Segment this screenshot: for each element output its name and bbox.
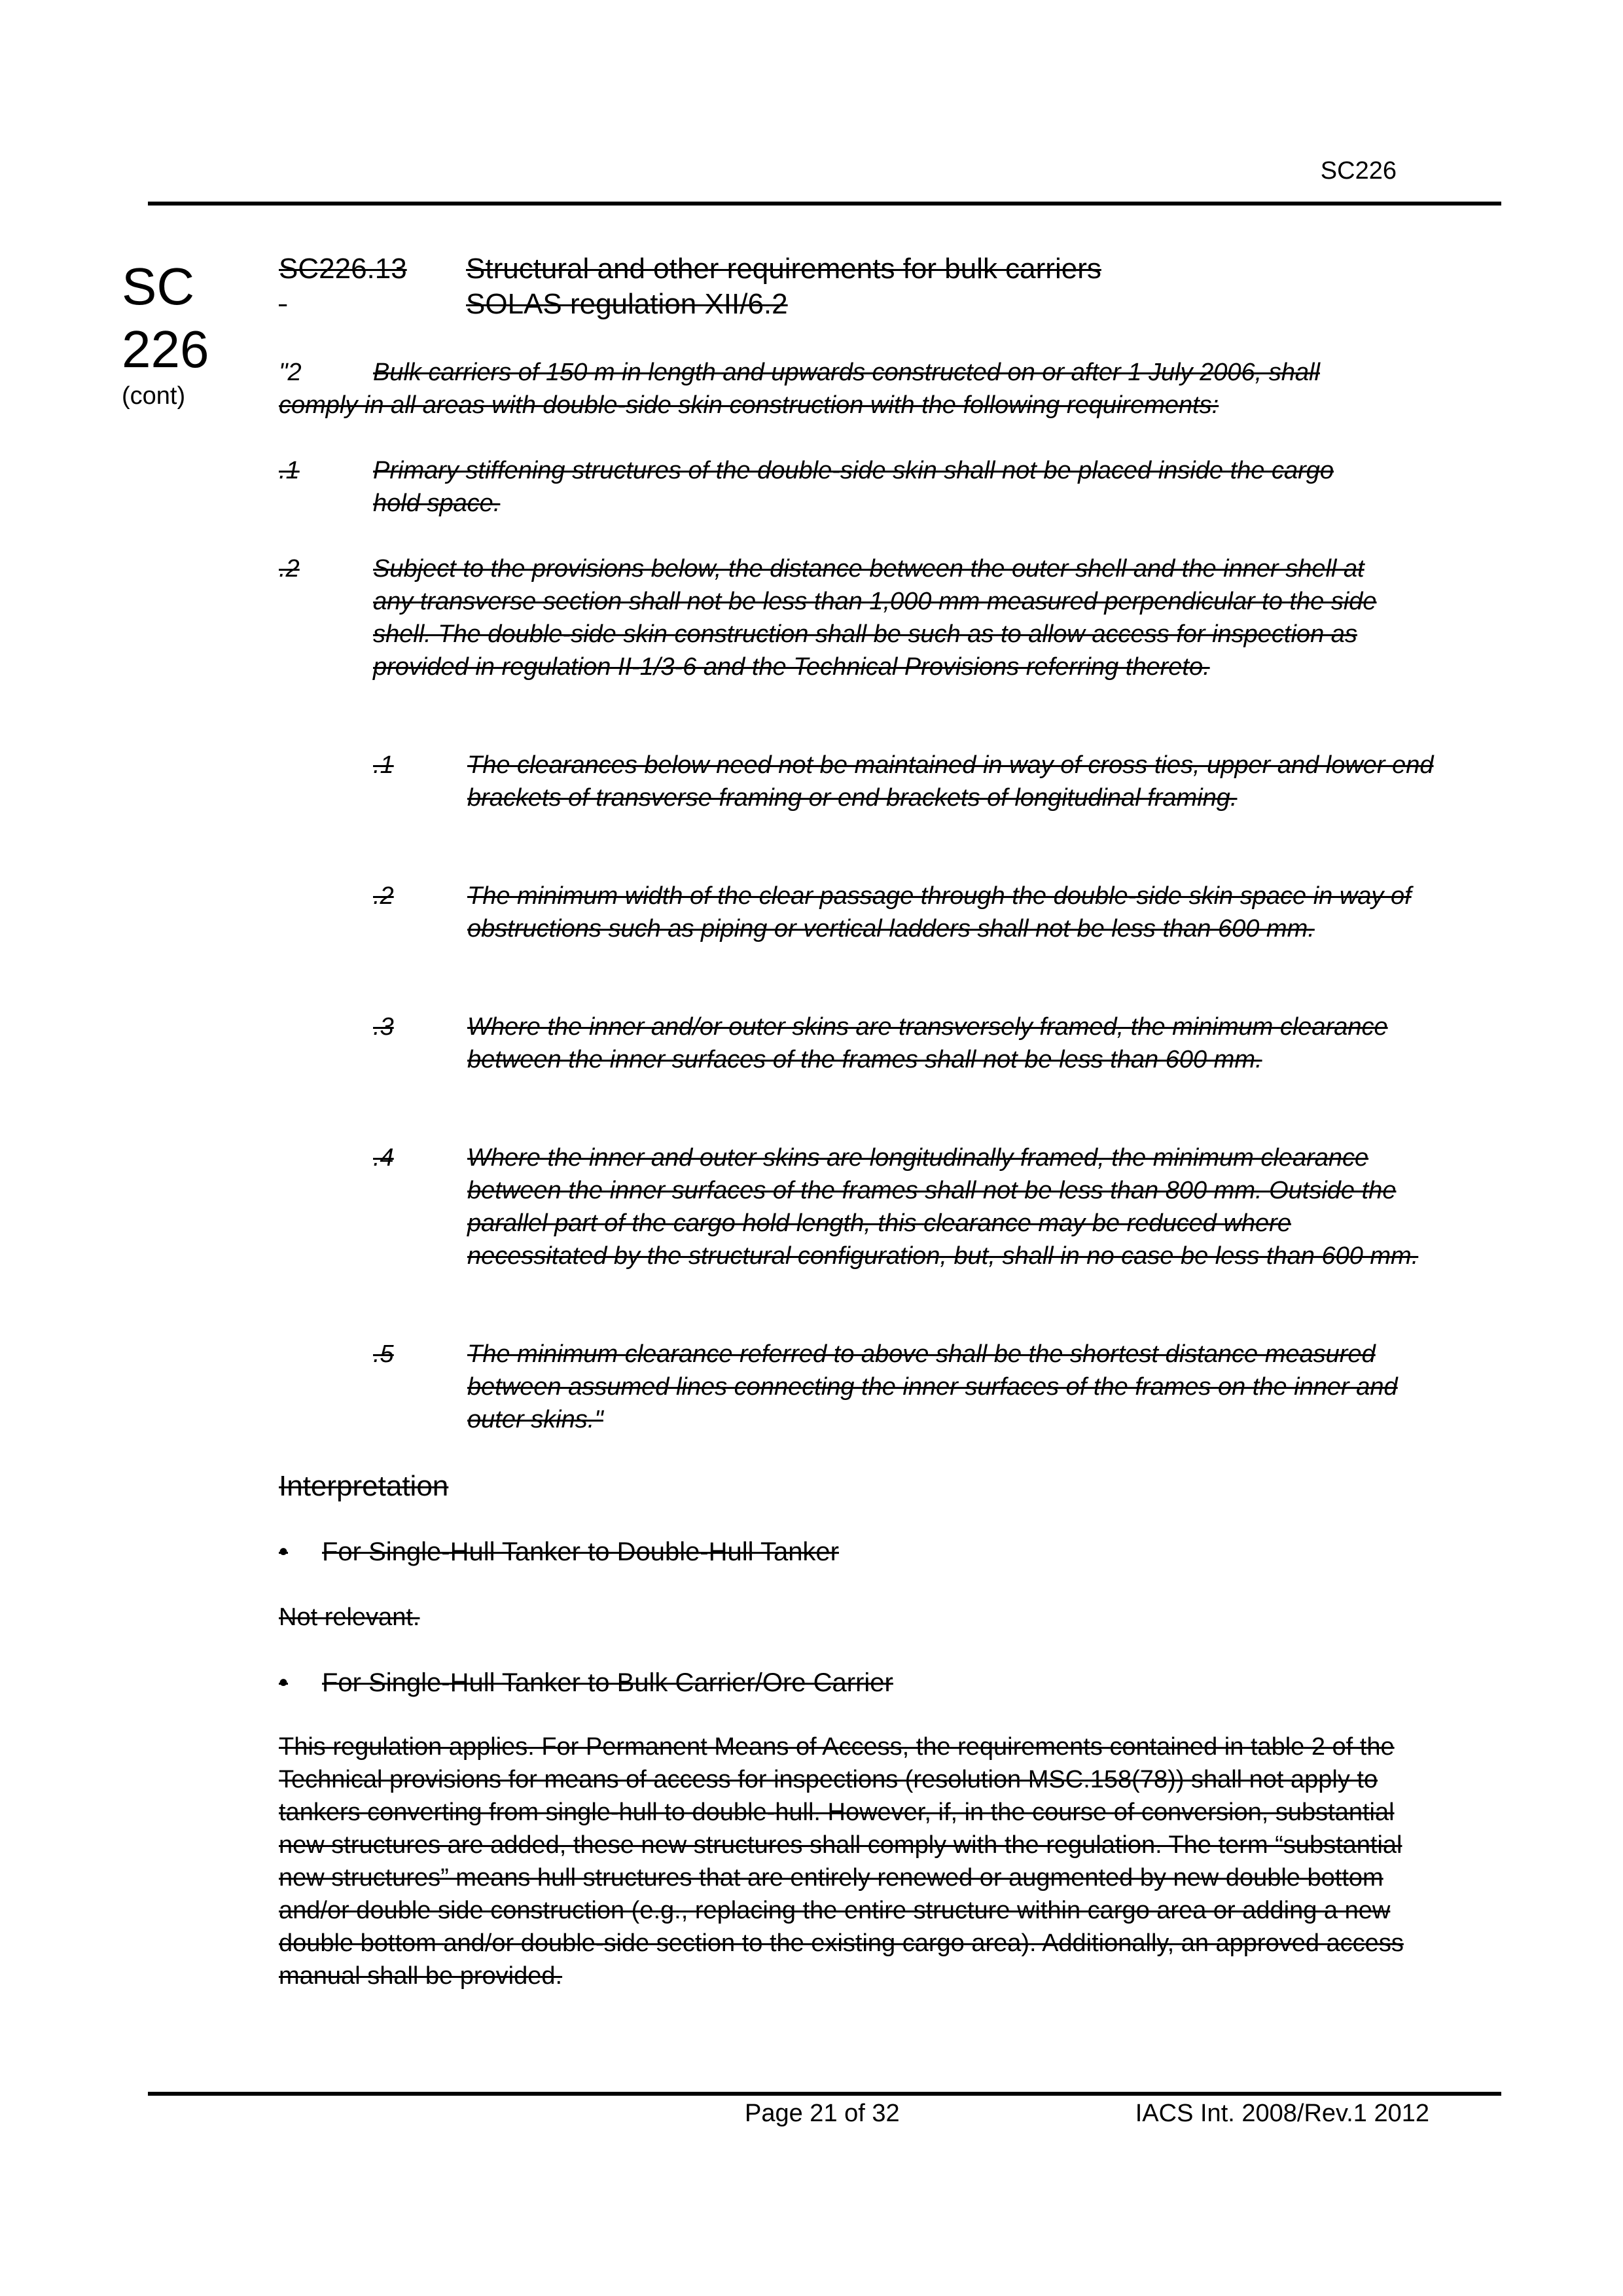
subitem-label: .4 xyxy=(373,1144,394,1172)
subitem-text: Where the inner and/or outer skins are transversely framed, the minimum clearance between the inner surfaces of the frames shall not be less than 600 mm. xyxy=(467,1013,1388,1073)
side-label-number: 226 xyxy=(122,320,209,378)
bullet-text: For Single-Hull Tanker to Double-Hull Tanker xyxy=(322,1537,839,1566)
interpretation-bullet xyxy=(279,1535,1444,1568)
bullet-icon: • xyxy=(279,1668,289,1697)
item-label: .1 xyxy=(279,457,300,484)
subitem-text: The clearances below need not be maintained in way of cross ties, upper and lower end brackets of transverse framing or end brackets of longitudinal framing. xyxy=(467,751,1434,812)
subitem-text: The minimum clearance referred to above shall be the shortest distance measured between assumed lines connecting the inner surfaces of the frames on the inner and outer skins." xyxy=(467,1340,1398,1433)
subitem-label: .3 xyxy=(373,1013,394,1041)
interpretation-text: Not relevant. xyxy=(279,1604,420,1631)
subitem-text: Where the inner and outer skins are longitudinally framed, the minimum clearance between the inner surfaces of the frames shall not be less than 800 mm. Outside the parallel part of the cargo hold length, this clearance may be reduced where necessitated by the structural configuration, but, shall in no case be less than 600 mm. xyxy=(467,1144,1419,1270)
section-title-text: Structural and other requirements for bulk carriers xyxy=(466,253,1101,285)
section-number: SC226.13 xyxy=(279,253,407,285)
item-text: Primary stiffening structures of the double-side skin shall not be placed inside the cargo hold space. xyxy=(373,457,1334,517)
section-title xyxy=(279,251,1444,287)
interpretation-paragraph: This regulation applies. For Permanent Means of Access, the requirements contained in table 2 of the Technical provisions for means of access for inspections (resolution MSC.158(78)) shall not apply to tankers converting from single-hull to double-hull. However, if, in the course of conversion, substantial new structures are added, these new structures shall comply with the regulation. The term “substantial new structures” means hull structures that are entirely renewed or augmented by new double bottom and/or double side construction (e.g., replacing the entire structure within cargo area or adding a new double bottom and/or double-side section to the existing cargo area). Additionally, an approved access manual shall be provided. xyxy=(279,1733,1404,1990)
regulation-intro-first: Bulk carriers of 150 m in length and upwards constructed on or after 1 July 2006, shall xyxy=(373,359,1320,386)
side-label-sc: SC xyxy=(122,257,195,315)
subitem-label: .1 xyxy=(373,751,394,779)
footer-rule xyxy=(148,2092,1501,2096)
footer-page-number: Page 21 of 32 xyxy=(745,2100,900,2127)
subitem-label: .2 xyxy=(373,882,394,910)
regulation-intro-label: "2 xyxy=(279,359,302,386)
side-label-cont: (cont) xyxy=(122,382,186,410)
item-text: Subject to the provisions below, the distance between the outer shell and the inner shell at any transverse section shall not be less than 1,000 mm measured perpendicular to the side shell. The double-side skin construction shall be such as to allow access for inspection as provided in regulation II-1/3-6 and the Technical Provisions referring thereto. xyxy=(373,555,1377,681)
interpretation-heading: Interpretation xyxy=(279,1470,449,1502)
interpretation-bullet xyxy=(279,1666,1444,1699)
footer-doc-reference: IACS Int. 2008/Rev.1 2012 xyxy=(1135,2100,1429,2127)
subitem-label: .5 xyxy=(373,1340,394,1368)
section-subtitle xyxy=(279,287,1444,322)
header-rule xyxy=(148,202,1501,206)
subitem-text: The minimum width of the clear passage through the double-side skin space in way of obstructions such as piping or vertical ladders shall not be less than 600 mm. xyxy=(467,882,1412,942)
header-doc-code: SC226 xyxy=(1320,157,1397,185)
section-subtitle-text: SOLAS regulation XII/6.2 xyxy=(466,288,788,320)
bullet-text: For Single-Hull Tanker to Bulk Carrier/Ore Carrier xyxy=(322,1668,893,1697)
bullet-icon: • xyxy=(279,1537,289,1566)
regulation-intro-line1 xyxy=(279,356,1444,389)
item-label: .2 xyxy=(279,555,300,583)
regulation-intro-second: comply in all areas with double-side skin construction with the following requirements: xyxy=(279,391,1219,419)
